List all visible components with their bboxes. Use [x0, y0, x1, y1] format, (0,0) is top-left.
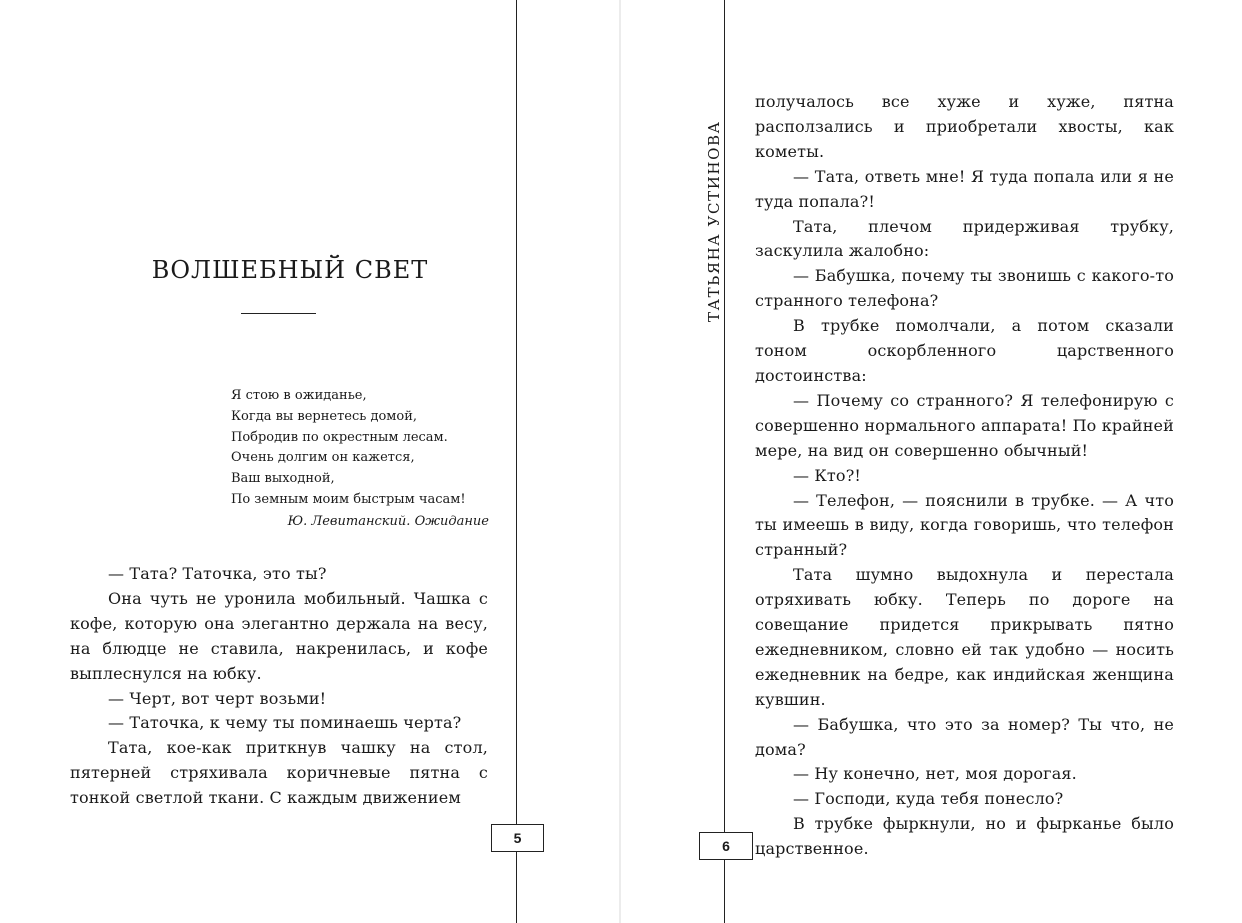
paragraph: получалось все хуже и хуже, пятна расползались и приобретали хвосты, как кометы. — [755, 92, 1174, 161]
right-page-body-text — [755, 90, 1174, 862]
paragraph: — Бабушка, что это за номер? Ты что, не дома? — [755, 714, 1174, 759]
paragraph: В трубке фыркнули, но и фырканье было царственное. — [755, 814, 1174, 859]
book-gutter — [619, 0, 621, 923]
right-page-vertical-rule — [724, 0, 725, 923]
paragraph: — Таточка, к чему ты поминаешь черта? — [108, 713, 462, 733]
paragraph: — Господи, куда тебя понесло? — [793, 789, 1064, 809]
left-page-vertical-rule — [516, 0, 517, 923]
epigraph-line: Очень долгим он кажется, — [231, 450, 415, 466]
epigraph-line: Ваш выходной, — [231, 471, 335, 487]
paragraph: Тата шумно выдохнула и перестала отряхивать юбку. Теперь по дороге на совещание придется прикрывать пятно ежедневником, словно ей так удобно — носить ежедневник на бедре, как индийская женщина кувшин. — [755, 565, 1174, 709]
paragraph: — Кто?! — [793, 465, 862, 485]
paragraph: Она чуть не уронила мобильный. Чашка с кофе, которую она элегантно держала на весу, на блюдце не ставила, накренилась, и кофе выплеснулся на юбку. — [70, 588, 488, 683]
chapter-title-rule — [241, 313, 316, 314]
paragraph: — Бабушка, почему ты звонишь с какого-то странного телефона? — [755, 266, 1174, 311]
paragraph: В трубке помолчали, а потом сказали тоном оскорбленного царственного достоинства: — [755, 316, 1174, 385]
epigraph-line: Я стою в ожиданье, — [231, 388, 367, 403]
paragraph: — Ну конечно, нет, моя дорогая. — [793, 764, 1077, 784]
paragraph: — Черт, вот черт возьми! — [108, 688, 327, 708]
epigraph-line: По земным моим быстрым часам! — [231, 491, 466, 507]
paragraph: Тата, кое-как приткнув чашку на стол, пятерней стряхивала коричневые пятна с тонкой светлой ткани. С каждым движением — [70, 738, 488, 808]
epigraph-attribution: Ю. Левитанский. Ожидание — [287, 513, 489, 529]
chapter-title: ВОЛШЕБНЫЙ СВЕТ — [151, 256, 429, 284]
paragraph: Тата, плечом придерживая трубку, заскулила жалобно: — [755, 216, 1174, 261]
paragraph: — Тата? Таточка, это ты? — [108, 564, 327, 583]
left-page-body-text — [70, 562, 488, 811]
page-number-right: 6 — [699, 832, 753, 860]
page-number-left: 5 — [491, 824, 544, 852]
epigraph — [231, 386, 489, 533]
running-head-author: ТАТЬЯНА УСТИНОВА — [705, 120, 723, 322]
epigraph-line: Когда вы вернетесь домой, — [231, 408, 418, 424]
paragraph: — Тата, ответь мне! Я туда попала или я не туда попала?! — [755, 166, 1174, 211]
epigraph-line: Побродив по окрестным лесам. — [231, 429, 448, 445]
paragraph: — Почему со странного? Я телефонирую с совершенно нормального аппарата! По крайней мере, на вид он совершенно обычный! — [755, 390, 1174, 460]
paragraph: — Телефон, — пояснили в трубке. — А что ты имеешь в виду, когда говоришь, что телефон странный? — [755, 490, 1174, 560]
